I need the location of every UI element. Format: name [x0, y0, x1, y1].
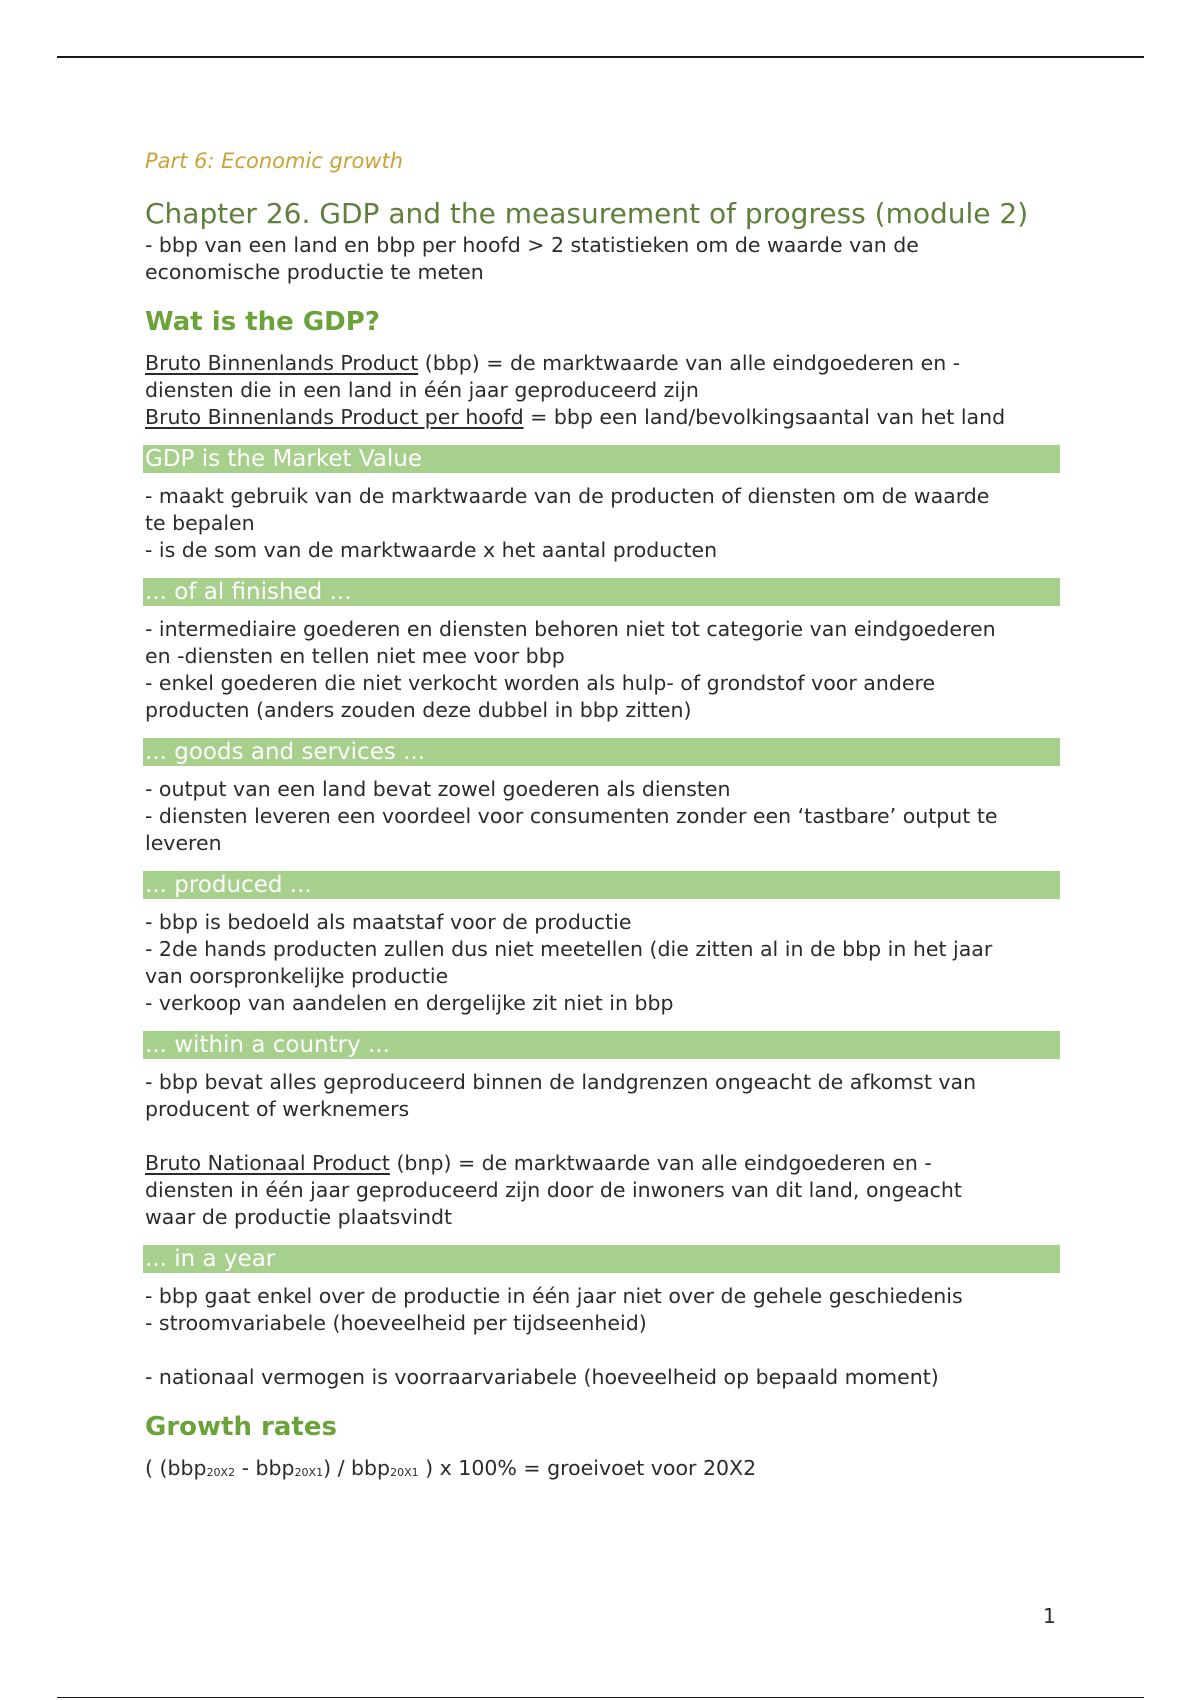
body-line: leveren: [145, 831, 222, 855]
part-label: Part 6: Economic growth: [145, 149, 404, 173]
definition-bnp: [145, 1150, 1060, 1177]
body-line: - nationaal vermogen is voorraarvariabele (hoeveelheid op bepaald moment): [145, 1365, 939, 1389]
body-line: - bbp bevat alles geproduceerd binnen de landgrenzen ongeacht de afkomst van: [145, 1070, 977, 1094]
body-line: producent of werknemers: [145, 1097, 410, 1121]
formula-subscript: 20X1: [294, 1466, 324, 1479]
formula-part: ) x 100% = groeivoet voor 20X2: [418, 1456, 757, 1480]
page-content: [145, 146, 1060, 1486]
formula-part: ( (bbp: [145, 1456, 207, 1480]
growth-formula: [145, 1455, 1060, 1486]
section-heading-growth-rates: Growth rates: [145, 1412, 337, 1442]
section-heading-what-is-gdp: Wat is the GDP?: [145, 307, 380, 337]
spacer: [145, 1337, 1060, 1364]
body-line: te bepalen: [145, 511, 255, 535]
body-line: - is de som van de marktwaarde x het aantal producten: [145, 538, 718, 562]
intro-line: - bbp van een land en bbp per hoofd > 2 statistieken om de waarde van de: [145, 233, 919, 257]
definition-line: diensten in één jaar geproduceerd zijn door de inwoners van dit land, ongeacht: [145, 1178, 962, 1202]
intro-line: economische productie te meten: [145, 260, 484, 284]
body-line: - 2de hands producten zullen dus niet meetellen (die zitten al in de bbp in het jaar: [145, 937, 993, 961]
subheading-bar-goods-services: ... goods and services ...: [143, 738, 1060, 766]
definition-text: (bnp) = de marktwaarde van alle eindgoederen en -: [389, 1151, 932, 1175]
body-line: - stroomvariabele (hoeveelheid per tijdseenheid): [145, 1311, 647, 1335]
formula-subscript: 20X1: [390, 1466, 419, 1479]
body-line: producten (anders zouden deze dubbel in bbp zitten): [145, 698, 692, 722]
body-line: - diensten leveren een voordeel voor consumenten zonder een ‘tastbare’ output te: [145, 804, 998, 828]
term-bbp: Bruto Binnenlands Product: [145, 351, 419, 375]
body-line: van oorspronkelijke productie: [145, 964, 449, 988]
formula-part: ) / bbp: [323, 1456, 391, 1480]
definition-bbp: [145, 350, 1060, 377]
term-bbp-per-hoofd: Bruto Binnenlands Product per hoofd: [145, 405, 524, 429]
subheading-bar-market-value: GDP is the Market Value: [143, 445, 1060, 473]
body-line: - enkel goederen die niet verkocht worden als hulp- of grondstof voor andere: [145, 671, 936, 695]
body-line: - output van een land bevat zowel goederen als diensten: [145, 777, 731, 801]
body-line: - bbp is bedoeld als maatstaf voor de productie: [145, 910, 632, 934]
definition-text: (bbp) = de marktwaarde van alle eindgoederen en -: [418, 351, 961, 375]
body-line: en -diensten en tellen niet mee voor bbp: [145, 644, 565, 668]
term-bnp: Bruto Nationaal Product: [145, 1151, 390, 1175]
body-line: - maakt gebruik van de marktwaarde van de producten of diensten om de waarde: [145, 484, 990, 508]
definition-line: diensten die in een land in één jaar geproduceerd zijn: [145, 378, 699, 402]
body-line: - bbp gaat enkel over de productie in één jaar niet over de gehele geschiedenis: [145, 1284, 963, 1308]
subheading-bar-within-country: ... within a country ...: [143, 1031, 1060, 1059]
definition-bbp-per-hoofd: [145, 404, 1060, 431]
formula-subscript: 20X2: [206, 1466, 236, 1479]
body-line: - intermediaire goederen en diensten behoren niet tot categorie van eindgoederen: [145, 617, 996, 641]
footer-rule: [57, 1697, 1144, 1698]
formula-part: - bbp: [235, 1456, 295, 1480]
subheading-bar-produced: ... produced ...: [143, 871, 1060, 899]
header-rule: [57, 56, 1144, 58]
chapter-title: Chapter 26. GDP and the measurement of progress (module 2): [145, 197, 1029, 230]
page-number: 1: [1043, 1604, 1056, 1628]
spacer: [145, 1123, 1060, 1150]
definition-line: waar de productie plaatsvindt: [145, 1205, 453, 1229]
subheading-bar-in-a-year: ... in a year: [143, 1245, 1060, 1273]
definition-text: = bbp een land/bevolkingsaantal van het land: [523, 405, 1006, 429]
subheading-bar-finished: ... of al finished ...: [143, 578, 1060, 606]
body-line: - verkoop van aandelen en dergelijke zit niet in bbp: [145, 991, 674, 1015]
